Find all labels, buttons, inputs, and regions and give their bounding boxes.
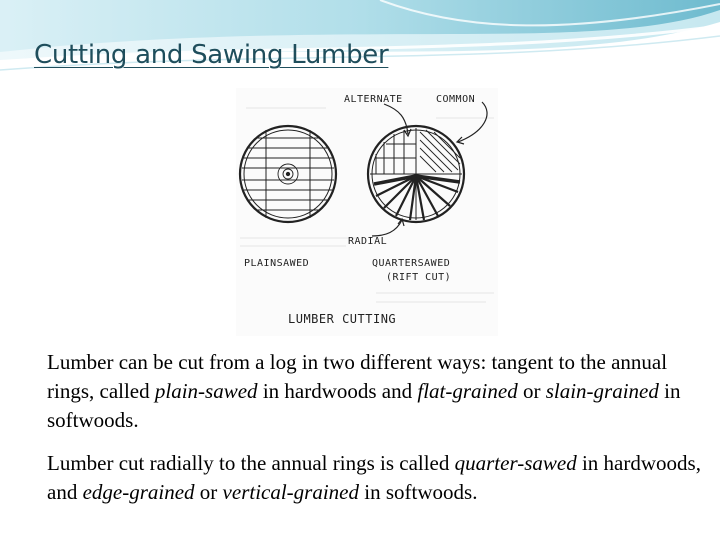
label-plainsawed: PLAINSAWED	[244, 258, 310, 269]
term-slain-grained: slain-grained	[545, 379, 659, 403]
paragraph-plain-sawed: Lumber can be cut from a log in two different ways: tangent to the annual rings, called plain-sawed in hardwoods and flat-grained or slain-grained in softwoods.	[47, 350, 681, 432]
label-alternate: ALTERNATE	[344, 94, 403, 105]
term-vertical-grained: vertical-grained	[222, 480, 360, 504]
log-cross-sections-drawing	[236, 88, 498, 336]
slide-title: Cutting and Sawing Lumber	[34, 40, 389, 70]
lumber-cutting-figure	[236, 88, 498, 336]
term-flat-grained: flat-grained	[417, 379, 518, 403]
paragraph-quarter-sawed: Lumber cut radially to the annual rings is called quarter-sawed in hardwoods, and edge-grained or vertical-grained in softwoods.	[47, 451, 701, 504]
body-text	[47, 348, 707, 521]
label-radial: RADIAL	[348, 236, 388, 247]
label-common: COMMON	[436, 94, 476, 105]
label-rift-cut: (RIFT CUT)	[386, 272, 452, 283]
figure-caption: LUMBER CUTTING	[288, 312, 397, 326]
term-edge-grained: edge-grained	[82, 480, 195, 504]
term-quarter-sawed: quarter-sawed	[454, 451, 577, 475]
label-quartersawed: QUARTERSAWED	[372, 258, 451, 269]
term-plain-sawed: plain-sawed	[154, 379, 258, 403]
quartersawed-log-icon	[368, 126, 464, 222]
